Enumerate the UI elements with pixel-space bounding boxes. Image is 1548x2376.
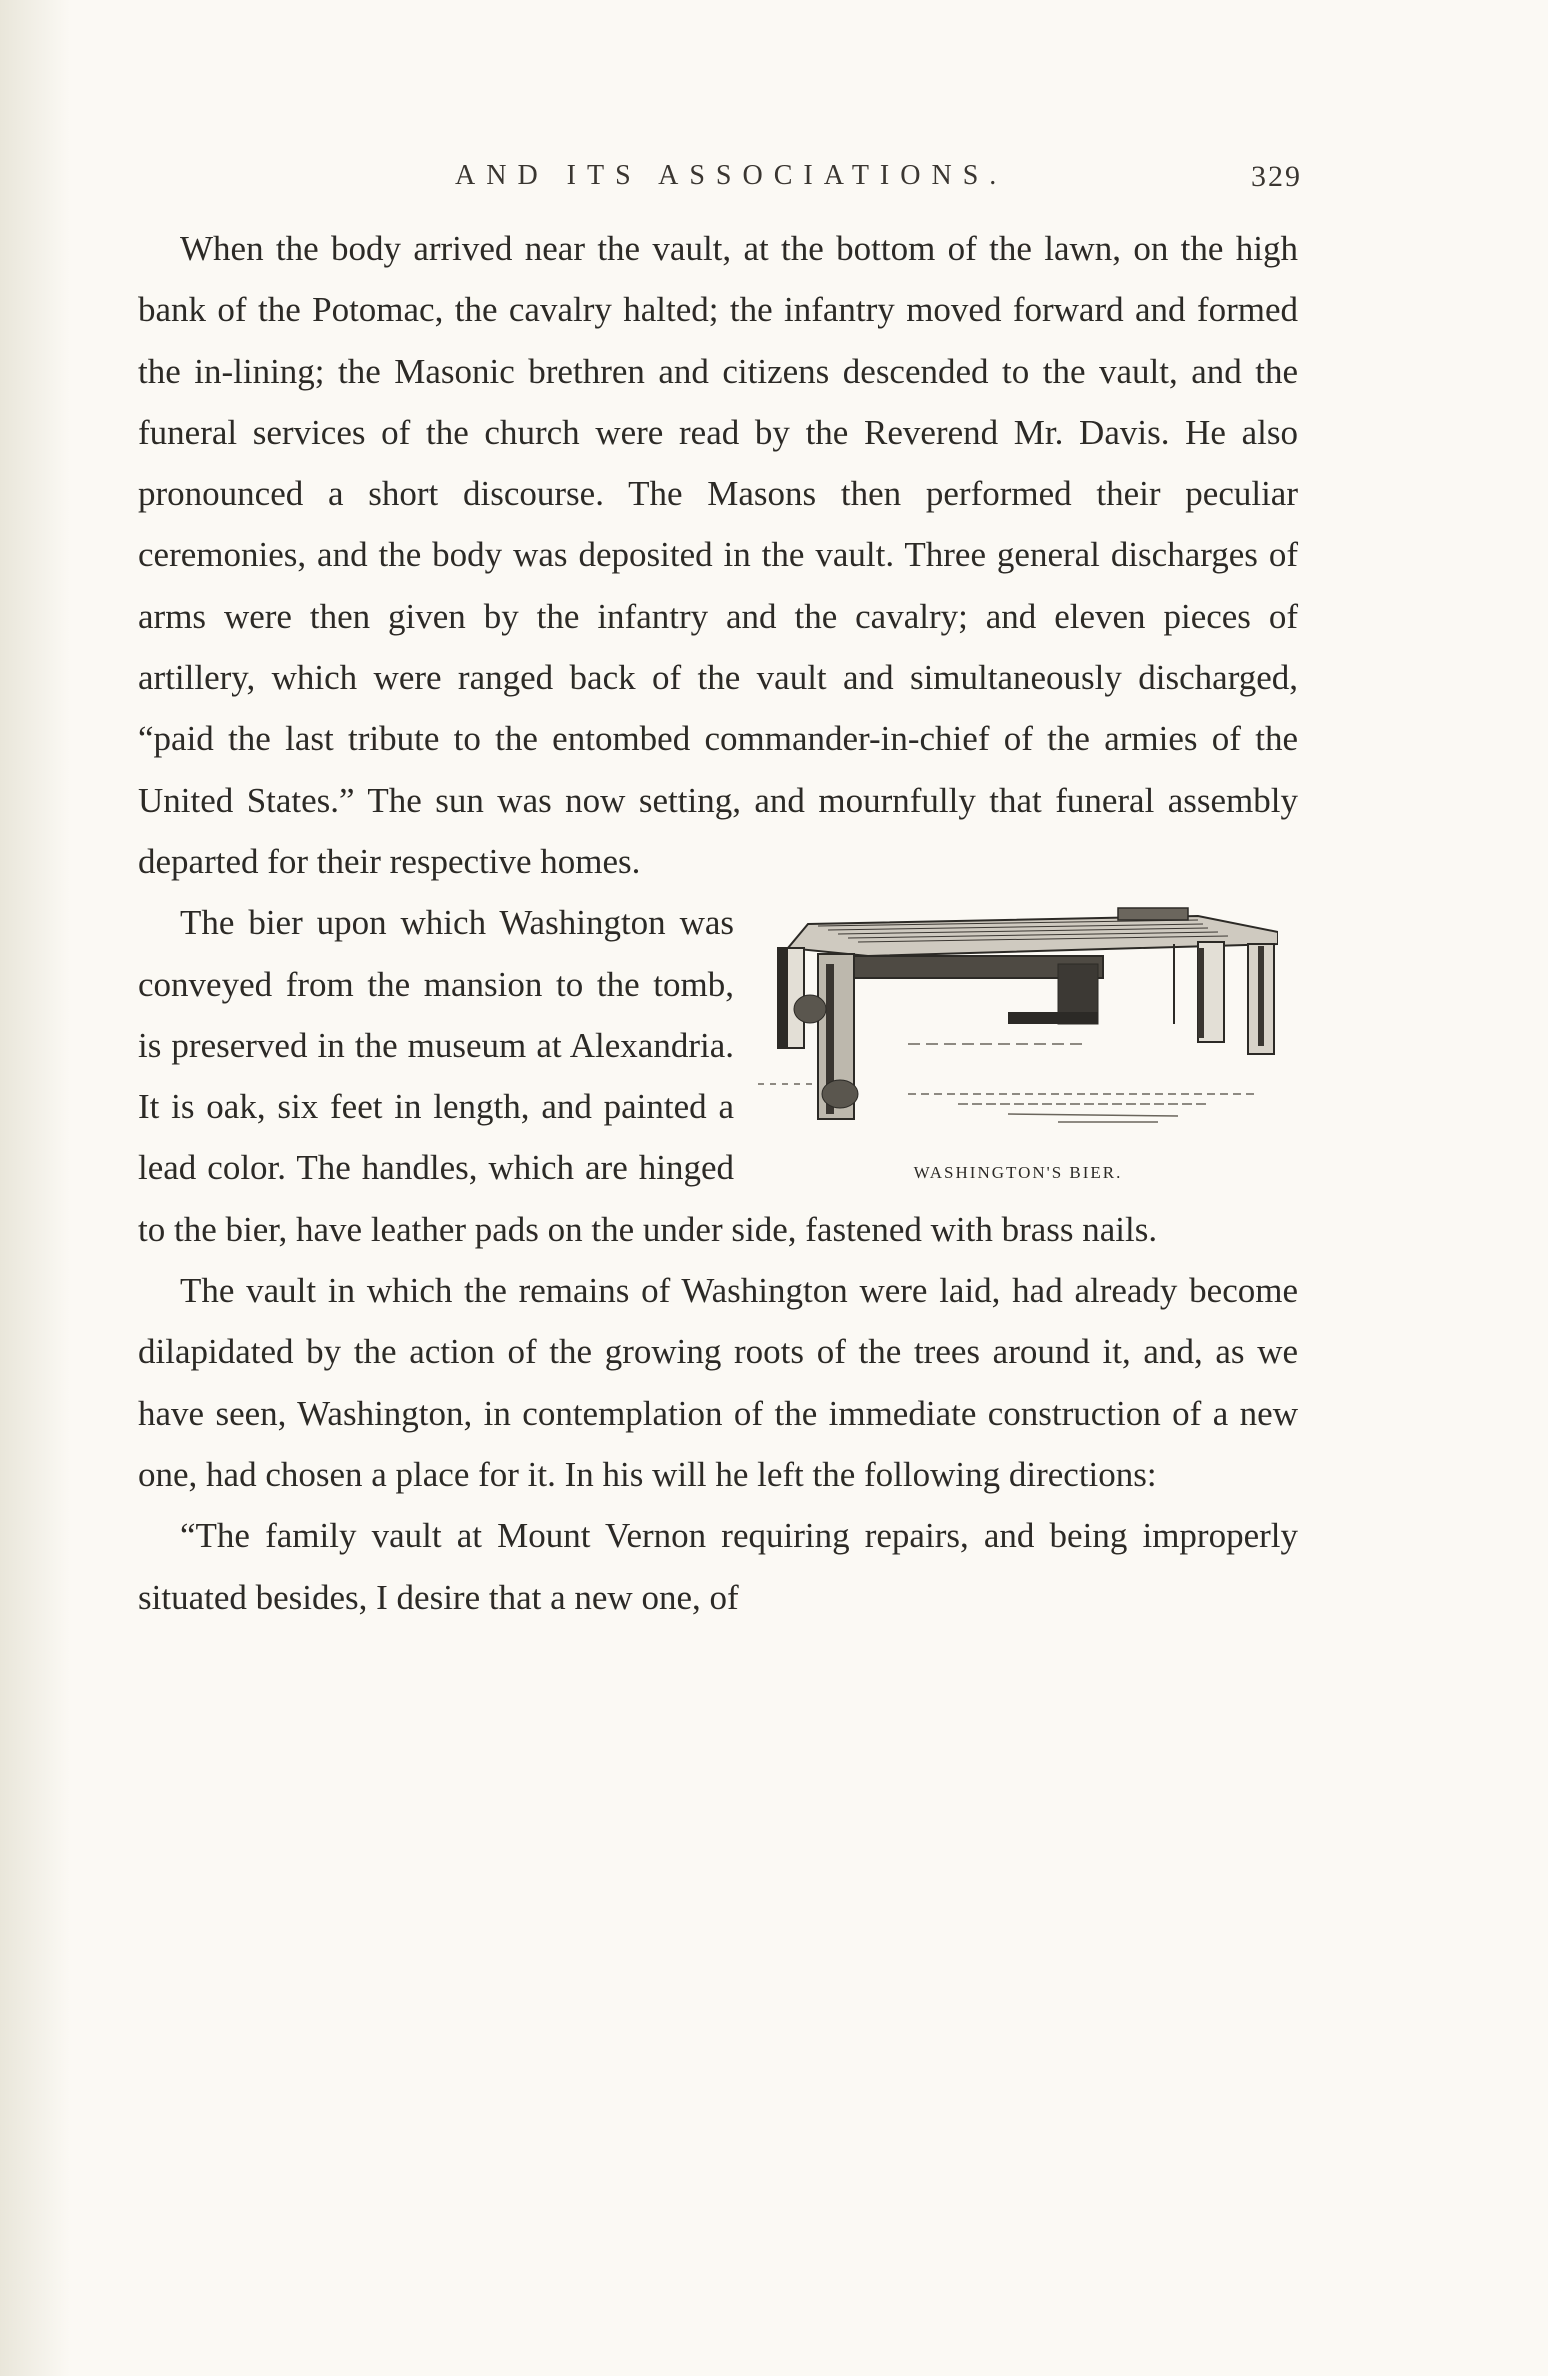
body-text <box>138 218 1298 1628</box>
paragraph-4: “The family vault at Mount Vernon requiring repairs, and being improperly situated besides, I desire that a new one, of <box>138 1516 1298 1617</box>
bier-illustration <box>758 904 1298 1183</box>
figure-caption: WASHINGTON'S BIER. <box>913 1163 1123 1183</box>
running-header <box>130 160 1330 210</box>
running-head-title: AND ITS ASSOCIATIONS. <box>455 160 1008 191</box>
paragraph-3: The vault in which the remains of Washington were laid, had already become dilapidated by the action of the growing roots of the trees around it, and, as we have seen, Washington, in contemplation of the immediate construction of a new one, had chosen a place for it. In his will he left the following directions: <box>138 1271 1298 1494</box>
page-number: 329 <box>1251 160 1302 193</box>
page-edge-shadow <box>0 0 70 2376</box>
paragraph-2: The bier upon which Washington was conveyed from the mansion to the tomb, is preserved in the museum at Alexandria. It is oak, six feet in length, and painted a lead color. The handles, which are hinged to the bier, have leather pads on the under side, fastened with brass nails. <box>138 903 1158 1249</box>
paragraph-1: When the body arrived near the vault, at the bottom of the lawn, on the high bank of the Potomac, the cavalry halted; the infantry moved forward and formed the in-lining; the Masonic brethren and citizens descended to the vault, and the funeral services of the church were read by the Reverend Mr. Davis. He also pronounced a short discourse. The Masons then performed their peculiar ceremonies, and the body was deposited in the vault. Three general discharges of arms were then given by the infantry and the cavalry; and eleven pieces of artillery, which were ranged back of the vault and simultaneously discharged, “paid the last tribute to the entombed commander-in-chief of the armies of the United States.” The sun was now setting, and mournfully that funeral assembly departed for their respective homes. <box>138 229 1298 881</box>
bier-engraving <box>758 904 1278 1136</box>
